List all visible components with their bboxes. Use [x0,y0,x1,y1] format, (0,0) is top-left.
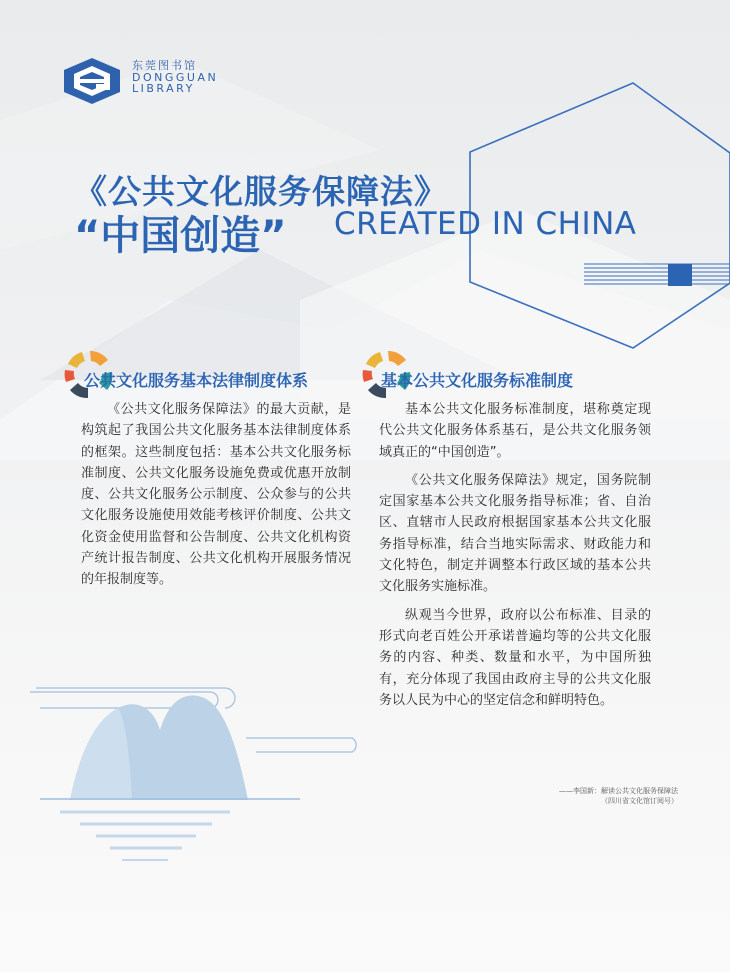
section-heading-legal-system: 公共文化服务基本法律制度体系 [84,371,309,390]
section-body-standard-system [379,399,651,718]
source-publisher: （四川省文化馆订阅号） [601,797,678,805]
paragraph: 《公共文化服务保障法》规定，国务院制定国家基本公共文化服务指导标准；省、自治区、直辖市人民政府根据国家基本公共文化服务指导标准，结合当地实际需求、财政能力和文化特色，制定并调整本行政区域的基本公共文化服务实施标准。 [379,472,651,595]
page-title-english: CREATED IN CHINA [334,206,637,242]
library-name-en-2: LIBRARY [132,82,195,96]
library-name-en-1: DONGGUAN [132,70,219,84]
page-title-china-created: “中国创造” [74,213,287,259]
library-name-cn: 东莞图书馆 [132,59,197,72]
page-title-law: 《公共文化服务保障法》 [74,172,448,211]
mountain-illustration [30,688,356,860]
paragraph: 《公共文化服务保障法》的最大贡献，是构筑起了我国公共文化服务基本法律制度体系的框架。这些制度包括：基本公共文化服务标准制度、公共文化服务设施免费或优惠开放制度、公共文化服务公示制度、公众参与的公共文化服务设施使用效能考核评价制度、公共文化资金使用监督和公告制度、公共文化机构资产统计报告制度、公共文化机构开展服务情况的年报制度等。 [81,402,351,588]
library-logo [62,56,218,106]
paragraph: 纵观当今世界，政府以公布标准、目录的形式向老百姓公开承诺普遍均等的公共文化服务的内容、种类、数量和水平，为中国所独有，充分体现了我国由政府主导的公共文化服务以人民为中心的坚定信念和鲜明特色。 [379,607,651,708]
source-author: ——李国新：解读公共文化服务保障法 [559,787,678,795]
section-heading-standard-system: 基本公共文化服务标准制度 [381,371,574,390]
paragraph: 基本公共文化服务标准制度，堪称奠定现代公共文化服务体系基石，是公共文化服务领域真正的“中国创造”。 [379,402,651,460]
section-body-legal-system [81,399,351,591]
source-citation [470,786,678,806]
library-logo-icon [62,56,122,106]
